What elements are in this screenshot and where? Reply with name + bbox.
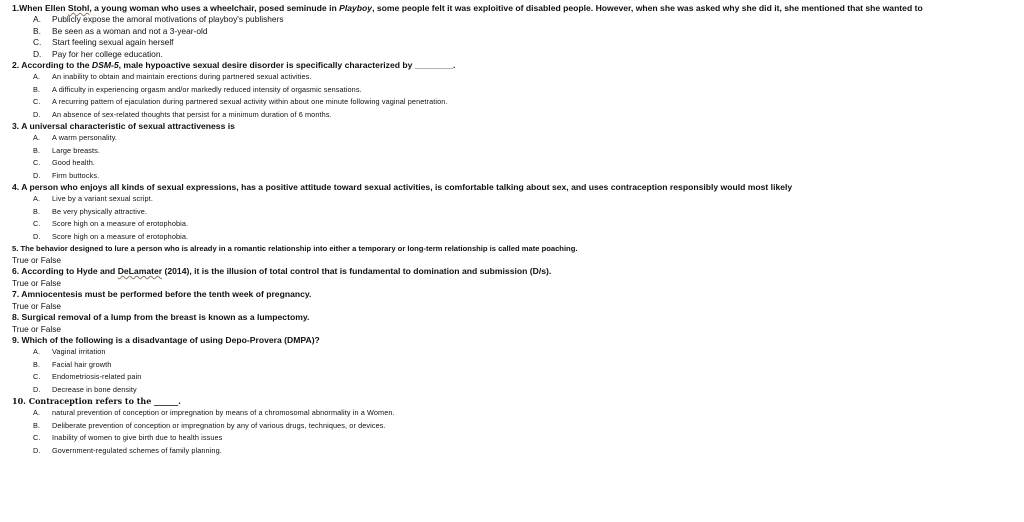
option-d[interactable] (12, 231, 1017, 244)
option-text: Live by a variant sexual script. (52, 194, 153, 203)
option-letter: B. (33, 420, 41, 430)
option-letter: A. (33, 14, 41, 24)
option-a[interactable] (12, 193, 1017, 206)
spellcheck-name: Stohl (67, 3, 90, 13)
option-c[interactable] (12, 96, 1017, 109)
question-1 (12, 3, 1017, 14)
option-text: Decrease in bone density (52, 384, 137, 394)
option-letter: B. (33, 84, 41, 94)
option-letter: C. (33, 37, 42, 47)
option-a[interactable] (12, 132, 1017, 145)
option-text: Deliberate prevention of conception or impregnation by any of various drugs, techniques, or devices. (52, 420, 386, 430)
option-c[interactable] (12, 371, 1017, 384)
option-letter: D. (33, 109, 41, 119)
option-b[interactable] (12, 206, 1017, 219)
option-text: Publicly expose the amoral motivations of playboy's publishers (52, 14, 284, 24)
question-3: 3. A universal characteristic of sexual attractiveness is (12, 121, 235, 131)
option-text: Facial hair growth (52, 359, 112, 369)
option-letter: D. (33, 231, 41, 241)
option-text: Government-regulated schemes of family planning. (52, 445, 222, 455)
option-text: Firm buttocks. (52, 170, 100, 180)
option-d[interactable] (12, 170, 1017, 183)
quiz-document (12, 3, 1017, 457)
spellcheck-name: DeLamater (117, 266, 163, 276)
dsm-title: DSM-5 (91, 60, 119, 70)
magazine-name: Playboy (339, 3, 373, 13)
question-text-part: , a young woman who uses a wheelchair, posed seminude in (89, 3, 340, 13)
option-d[interactable] (12, 109, 1017, 122)
option-text: Be very physically attractive. (52, 206, 148, 216)
option-letter: D. (33, 384, 41, 394)
option-b[interactable] (12, 145, 1017, 158)
option-letter: A. (33, 72, 41, 81)
question-2 (12, 60, 1017, 71)
option-b[interactable] (12, 84, 1017, 97)
option-text: Start feeling sexual again herself (52, 37, 174, 47)
option-letter: D. (33, 170, 41, 180)
option-b[interactable] (12, 420, 1017, 433)
option-text: Score high on a measure of erotophobia. (52, 219, 189, 228)
option-letter: C. (33, 158, 41, 167)
option-text: A difficulty in experiencing orgasm and/or markedly reduced intensity of orgasmic sensations. (52, 84, 362, 94)
option-a[interactable] (12, 346, 1017, 359)
question-text-part: When Ellen (19, 3, 68, 13)
option-letter: A. (33, 133, 41, 142)
option-text: An absence of sex-related thoughts that persist for a minimum duration of 6 months. (52, 109, 332, 119)
question-text-part: (2014), it is the illusion of total control that is fundamental to domination and submission (D/s). (162, 266, 552, 276)
option-letter: C. (33, 97, 41, 106)
option-text: Pay for her college education. (52, 48, 163, 59)
option-letter: D. (33, 48, 42, 59)
option-b[interactable] (12, 359, 1017, 372)
option-letter: B. (33, 206, 41, 216)
question-text-part: , some people felt it was exploitive of disabled people. However, when she was asked why she did it, she mentioned that she wanted to (372, 3, 923, 13)
option-letter: C. (33, 219, 41, 228)
question-6 (12, 266, 1017, 277)
option-a[interactable] (12, 71, 1017, 84)
option-text: Large breasts. (52, 145, 101, 155)
true-false-answer[interactable]: True or False (12, 255, 62, 265)
option-text: Good health. (52, 158, 95, 167)
option-text: Score high on a measure of erotophobia. (52, 231, 189, 241)
option-text: An inability to obtain and maintain erections during partnered sexual activities. (52, 72, 312, 81)
true-false-answer[interactable]: True or False (12, 301, 62, 311)
option-d[interactable] (12, 445, 1017, 458)
option-a[interactable] (12, 407, 1017, 420)
question-7: 7. Amniocentesis must be performed before the tenth week of pregnancy. (12, 289, 312, 299)
option-c[interactable] (12, 432, 1017, 445)
option-c[interactable] (12, 157, 1017, 170)
option-c[interactable] (12, 218, 1017, 231)
option-d[interactable] (12, 49, 1017, 61)
option-text: Inability of women to give birth due to health issues (52, 433, 223, 442)
question-10: 10. Contraception refers to the ______. (12, 396, 181, 406)
option-text: natural prevention of conception or impregnation by means of a chromosomal abnormality in a Women. (52, 408, 395, 417)
option-letter: A. (33, 347, 41, 356)
option-letter: C. (33, 433, 41, 442)
question-4: 4. A person who enjoys all kinds of sexual expressions, has a positive attitude toward sexual activities, is comfortable talking about sex, and uses contraception responsibly would most likely (12, 182, 793, 192)
option-d[interactable] (12, 384, 1017, 397)
option-text: Be seen as a woman and not a 3-year-old (52, 25, 208, 36)
option-a[interactable] (12, 14, 1017, 26)
option-text: A recurring pattern of ejaculation during partnered sexual activity within about one minute following vaginal penetration. (52, 97, 448, 106)
option-c[interactable] (12, 37, 1017, 49)
question-text-part: , male hypoactive sexual desire disorder is specifically characterized by ________. (118, 60, 456, 70)
question-9: 9. Which of the following is a disadvantage of using Depo-Provera (DMPA)? (12, 335, 320, 345)
question-8: 8. Surgical removal of a lump from the breast is known as a lumpectomy. (12, 312, 310, 322)
true-false-answer[interactable]: True or False (12, 278, 62, 288)
option-text: Vaginal irritation (52, 347, 106, 356)
option-letter: B. (33, 359, 41, 369)
option-letter: C. (33, 372, 41, 381)
option-letter: D. (33, 445, 41, 455)
question-text-part: 6. According to Hyde and (12, 266, 118, 276)
option-letter: B. (33, 145, 41, 155)
question-number: 1. (12, 3, 20, 13)
option-text: A warm personality. (52, 133, 118, 142)
option-text: Endometriosis-related pain (52, 372, 142, 381)
option-letter: A. (33, 408, 41, 417)
option-letter: B. (33, 25, 41, 36)
question-5: 5. The behavior designed to lure a person who is already in a romantic relationship into either a temporary or long-term relationship is called mate poaching. (12, 244, 578, 253)
option-b[interactable] (12, 26, 1017, 38)
option-letter: A. (33, 194, 41, 203)
question-text-part: 2. According to the (12, 60, 92, 70)
true-false-answer[interactable]: True or False (12, 324, 62, 334)
